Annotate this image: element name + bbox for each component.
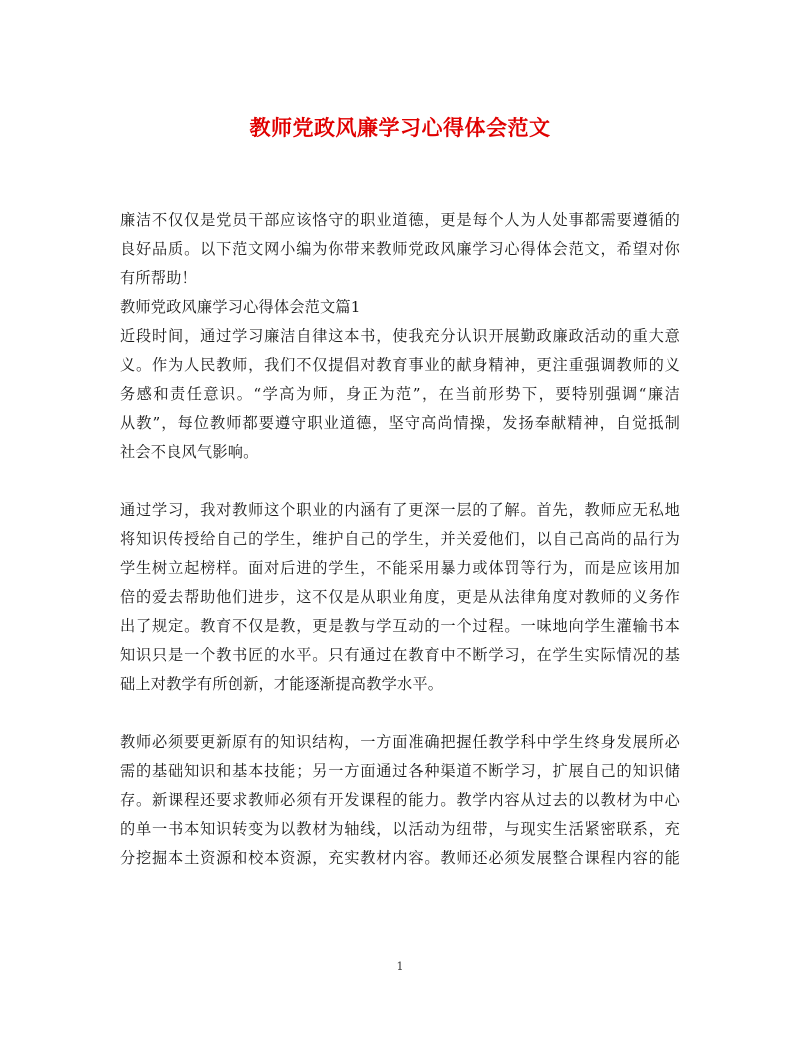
text-line: 义。作为人民教师，我们不仅提倡对教育事业的献身精神，更注重强调教师的义 [120,356,680,374]
text-line: 知识只是一个教书匠的水平。只有通过在教育中不断学习，在学生实际情况的基 [120,646,680,664]
text-line: 良好品质。以下范文网小编为你带来教师党政风廉学习心得体会范文，希望对你 [120,240,680,258]
text-line: 有所帮助！ [120,269,197,287]
text-line: 倍的爱去帮助他们进步，这不仅是从职业角度，更是从法律角度对教师的义务作 [120,588,680,606]
text-line: 将知识传授给自己的学生，维护自己的学生，并关爱他们，以自己高尚的品行为 [120,530,680,548]
text-line: 务感和责任意识。“学高为师，身正为范”，在当前形势下，要特别强调“廉洁 [120,385,680,403]
document-title: 教师党政风廉学习心得体会范文 [249,115,551,140]
paragraph-gap [120,467,680,496]
text-line: 教师党政风廉学习心得体会范文篇1 [120,298,361,316]
text-line: 从教”，每位教师都要遵守职业道德，坚守高尚情操，发扬奉献精神，自觉抵制 [120,414,680,432]
text-line: 的单一书本知识转变为以教材为轴线，以活动为纽带，与现实生活紧密联系，充 [120,820,680,838]
text-line: 学生树立起榜样。面对后进的学生，不能采用暴力或体罚等行为，而是应该用加 [120,559,680,577]
text-line: 出了规定。教育不仅是教，更是教与学互动的一个过程。一味地向学生灌输书本 [120,617,680,635]
text-line: 分挖掘本土资源和校本资源，充实教材内容。教师还必须发展整合课程内容的能 [120,849,680,867]
text-line: 需的基础知识和基本技能；另一方面通过各种渠道不断学习，扩展自己的知识储 [120,762,680,780]
text-line: 存。新课程还要求教师必须有开发课程的能力。教学内容从过去的以教材为中心 [120,791,680,809]
text-line: 廉洁不仅仅是党员干部应该恪守的职业道德，更是每个人为人处事都需要遵循的 [120,211,680,229]
document-body [120,206,680,873]
text-line: 社会不良风气影响。 [120,443,259,461]
text-line: 通过学习，我对教师这个职业的内涵有了更深一层的了解。首先，教师应无私地 [120,501,680,519]
paragraph-gap [120,699,680,728]
text-line: 础上对教学有所创新，才能逐渐提高教学水平。 [120,675,444,693]
text-line: 教师必须要更新原有的知识结构，一方面准确把握任教学科中学生终身发展所必 [120,733,680,751]
page-number: 1 [396,960,404,973]
text-line: 近段时间，通过学习廉洁自律这本书，使我充分认识开展勤政廉政活动的重大意 [120,327,680,345]
